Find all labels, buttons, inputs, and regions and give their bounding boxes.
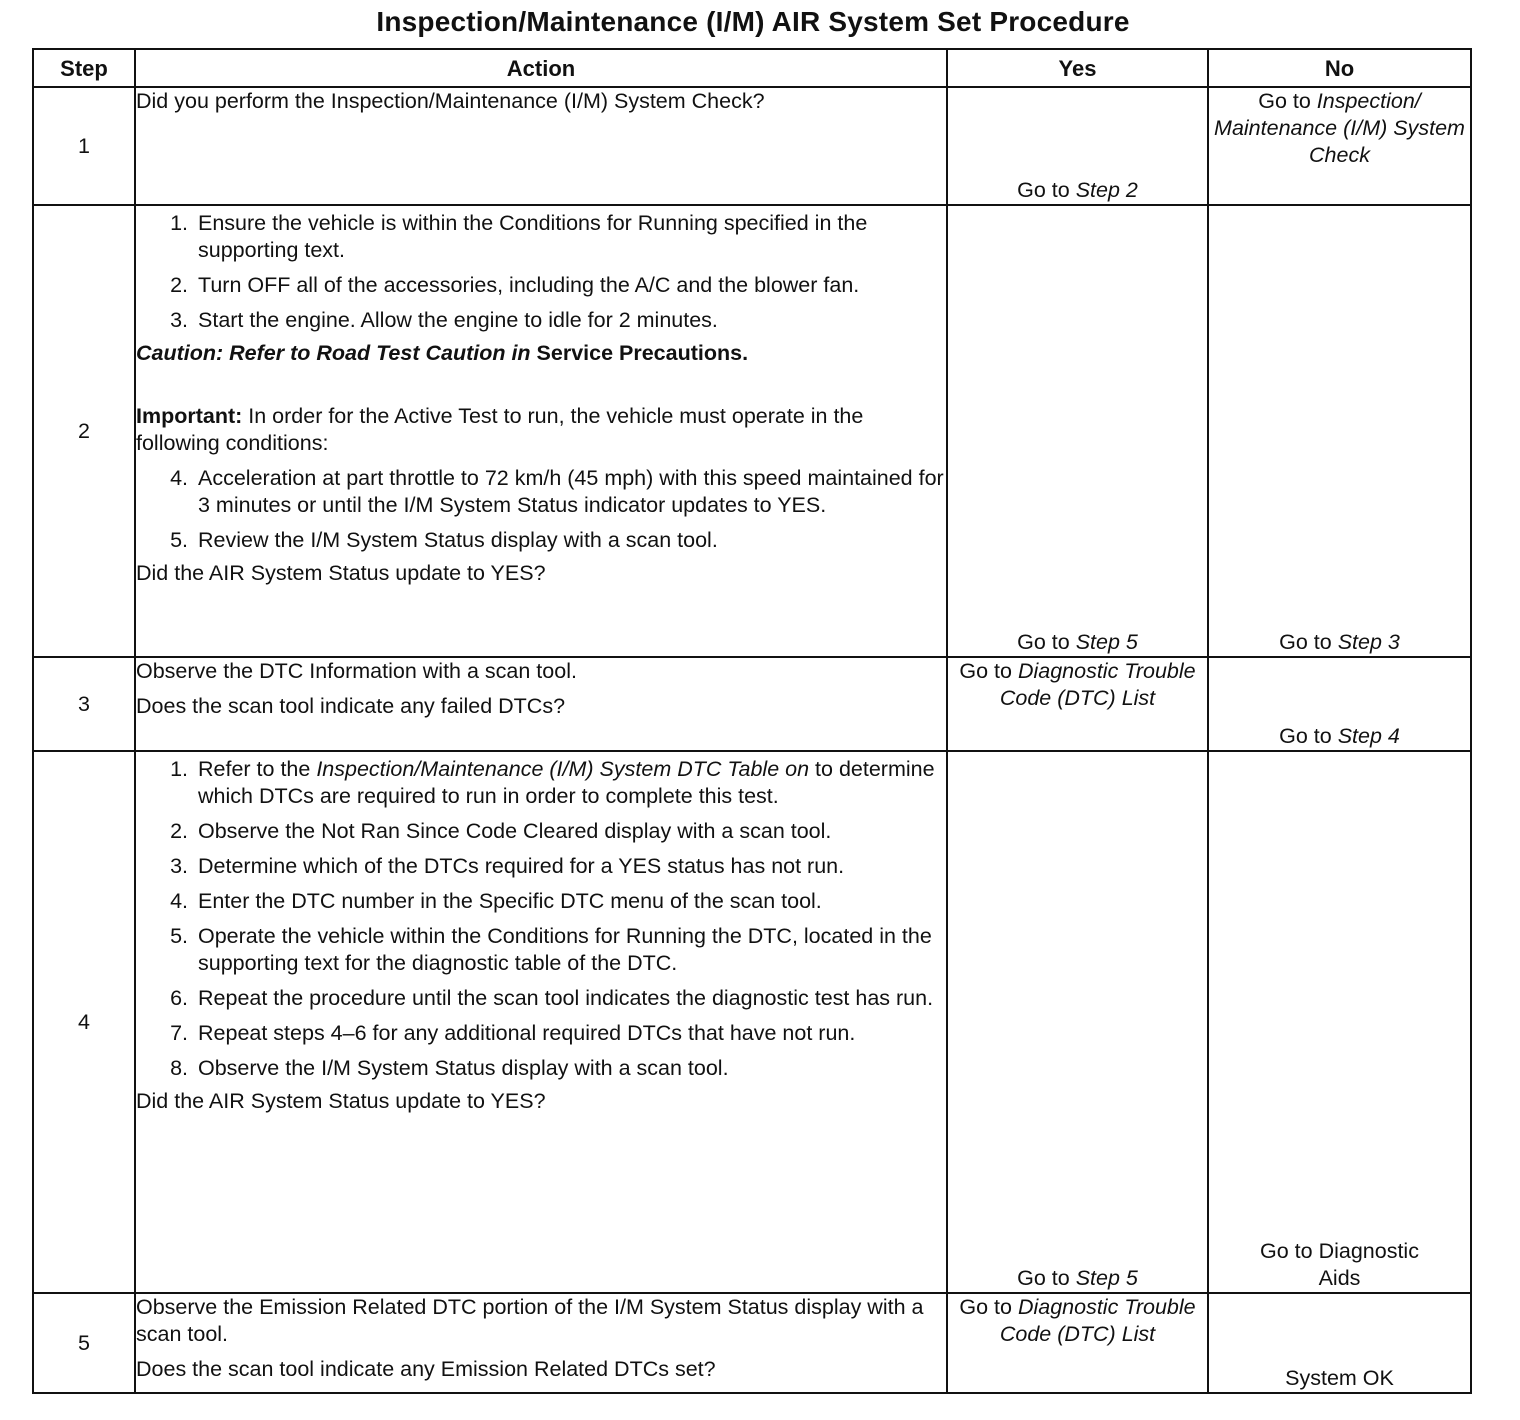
service-precautions-link[interactable]: Service Precautions xyxy=(530,341,743,365)
step-number: 4 xyxy=(33,751,135,1293)
header-step: Step xyxy=(33,49,135,87)
list-item: 3. Start the engine. Allow the engine to idle for 2 minutes. xyxy=(194,307,946,334)
step-number: 3 xyxy=(33,657,135,751)
no-cell xyxy=(1208,205,1471,657)
yes-prefix: Go to xyxy=(1017,178,1076,202)
no-link-step-3[interactable]: Step 3 xyxy=(1337,630,1400,654)
table-row-step-3 xyxy=(33,657,1471,751)
list-item: 8. Observe the I/M System Status display with a scan tool. xyxy=(194,1055,946,1082)
yes-link-dtc-list[interactable]: Diagnostic Trouble Code (DTC) List xyxy=(999,1295,1196,1346)
yes-cell xyxy=(947,657,1208,751)
step-number: 5 xyxy=(33,1293,135,1393)
no-prefix: Go to xyxy=(1279,630,1338,654)
action-text: Observe the Emission Related DTC portion of the I/M System Status display with a scan tool. xyxy=(136,1295,924,1346)
instruction-list xyxy=(136,210,946,334)
list-item: 1. Ensure the vehicle is within the Conditions for Running specified in the supporting text. xyxy=(194,210,946,264)
list-item: 3. Determine which of the DTCs required for a YES status has not run. xyxy=(194,853,946,880)
action-text: Observe the DTC Information with a scan tool. xyxy=(136,659,577,683)
action-cell xyxy=(135,87,947,205)
list-item xyxy=(194,756,946,810)
important-label: Important: xyxy=(136,404,243,428)
instruction-list xyxy=(136,465,946,554)
yes-link-step-5[interactable]: Step 5 xyxy=(1075,1266,1138,1290)
header-no: No xyxy=(1208,49,1471,87)
action-question: Does the scan tool indicate any Emission Related DTCs set? xyxy=(136,1357,716,1381)
step-number: 2 xyxy=(33,205,135,657)
table-row-step-5 xyxy=(33,1293,1471,1393)
list-item: 4. Enter the DTC number in the Specific DTC menu of the scan tool. xyxy=(194,888,946,915)
caution-note xyxy=(136,340,946,367)
important-note xyxy=(136,403,946,457)
yes-cell xyxy=(947,751,1208,1293)
yes-cell xyxy=(947,1293,1208,1393)
yes-link-step-2[interactable]: Step 2 xyxy=(1075,178,1138,202)
yes-prefix: Go to xyxy=(959,1295,1018,1319)
step-number: 1 xyxy=(33,87,135,205)
no-prefix: Go to xyxy=(1258,89,1317,113)
caution-text: Caution: Refer to Road Test Caution in xyxy=(136,341,531,365)
action-question: Did the AIR System Status update to YES? xyxy=(136,1089,546,1113)
table-row-step-4 xyxy=(33,751,1471,1293)
no-cell xyxy=(1208,87,1471,205)
header-action: Action xyxy=(135,49,947,87)
list-item: 5. Review the I/M System Status display with a scan tool. xyxy=(194,527,946,554)
yes-cell xyxy=(947,87,1208,205)
list-item: 7. Repeat steps 4–6 for any additional required DTCs that have not run. xyxy=(194,1020,946,1047)
no-prefix: Go to xyxy=(1279,724,1338,748)
caution-period: . xyxy=(742,341,749,365)
no-cell xyxy=(1208,657,1471,751)
yes-prefix: Go to xyxy=(1017,630,1076,654)
table-row-step-1 xyxy=(33,87,1471,205)
list-item: 2. Observe the Not Ran Since Code Cleared display with a scan tool. xyxy=(194,818,946,845)
no-link-step-4[interactable]: Step 4 xyxy=(1337,724,1400,748)
no-result-system-ok: System OK xyxy=(1285,1366,1394,1390)
im-dtc-table-link[interactable]: Inspection/Maintenance (I/M) System DTC Table on xyxy=(316,757,810,781)
instruction-list xyxy=(136,756,946,1082)
list-item: 5. Operate the vehicle within the Conditions for Running the DTC, located in the supporting text for the diagnostic table of the DTC. xyxy=(194,923,946,977)
yes-link-dtc-list[interactable]: Diagnostic Trouble Code (DTC) List xyxy=(999,659,1196,710)
table-row-step-2 xyxy=(33,205,1471,657)
important-text: In order for the Active Test to run, the vehicle must operate in the following conditions: xyxy=(136,404,864,455)
yes-cell xyxy=(947,205,1208,657)
item-text: to determine which DTCs are required to run in order to complete this test. xyxy=(198,757,935,808)
action-cell xyxy=(135,1293,947,1393)
list-item: 2. Turn OFF all of the accessories, including the A/C and the blower fan. xyxy=(194,272,946,299)
action-cell xyxy=(135,751,947,1293)
action-cell xyxy=(135,205,947,657)
action-question: Did the AIR System Status update to YES? xyxy=(136,561,546,585)
table-header-row xyxy=(33,49,1471,87)
list-item: 6. Repeat the procedure until the scan tool indicates the diagnostic test has run. xyxy=(194,985,946,1012)
header-yes: Yes xyxy=(947,49,1208,87)
action-question: Did you perform the Inspection/Maintenance (I/M) System Check? xyxy=(136,89,765,113)
action-question: Does the scan tool indicate any failed DTCs? xyxy=(136,694,566,718)
document-title: Inspection/Maintenance (I/M) AIR System Set Procedure xyxy=(376,6,1130,37)
list-item: 4. Acceleration at part throttle to 72 km/h (45 mph) with this speed maintained for 3 minutes or until the I/M System Status indicator updates to YES. xyxy=(194,465,946,519)
yes-link-step-5[interactable]: Step 5 xyxy=(1075,630,1138,654)
yes-prefix: Go to xyxy=(1017,1266,1076,1290)
no-link-im-system-check[interactable]: Inspection/ Maintenance (I/M) System Check xyxy=(1214,89,1465,167)
yes-prefix: Go to xyxy=(959,659,1018,683)
procedure-table xyxy=(32,48,1472,1394)
no-link-diagnostic-aids[interactable]: Go to Diagnostic Aids xyxy=(1260,1239,1419,1290)
no-cell xyxy=(1208,751,1471,1293)
item-text: Refer to the xyxy=(198,757,317,781)
action-cell xyxy=(135,657,947,751)
no-cell xyxy=(1208,1293,1471,1393)
